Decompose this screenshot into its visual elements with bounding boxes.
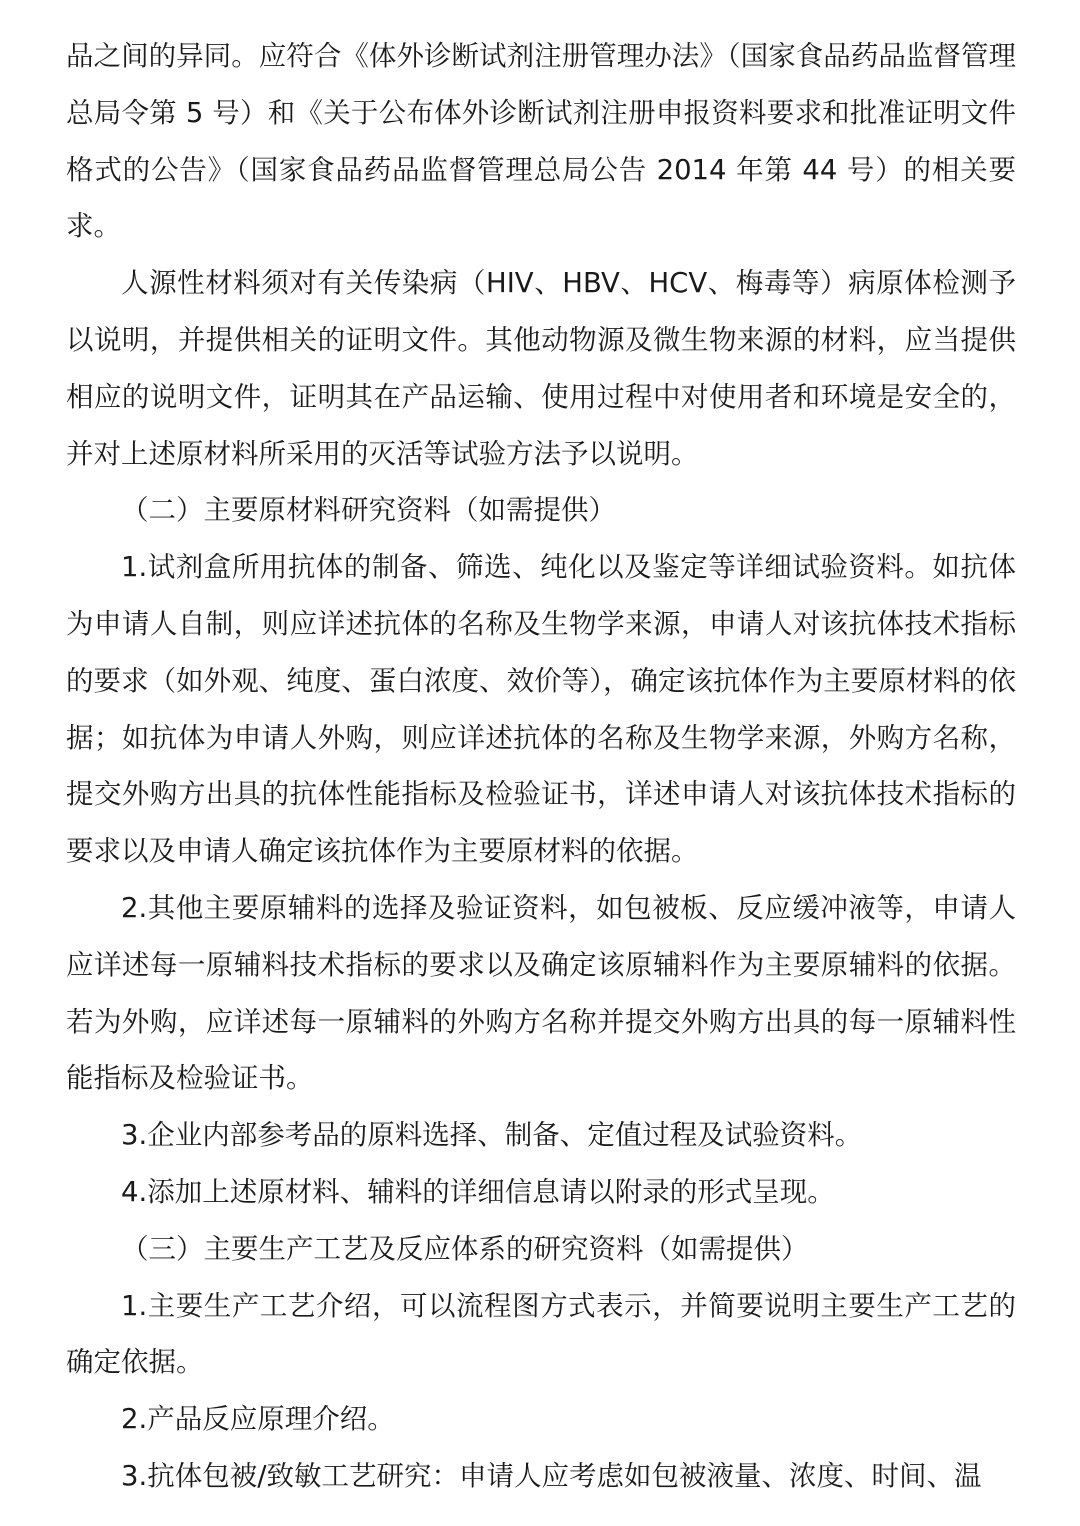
list-item-reference-material: 3.企业内部参考品的原料选择、制备、定值过程及试验资料。 — [121, 1119, 863, 1152]
list-item-process-intro: 1.主要生产工艺介绍，可以流程图方式表示，并简要说明主要生产工艺的确定依据。 — [66, 1289, 1016, 1379]
section-heading-production-process: （三）主要生产工艺及反应体系的研究资料（如需提供） — [121, 1232, 809, 1265]
list-item-coating-process: 3.抗体包被/致敏工艺研究：申请人应考虑如包被液量、浓度、时间、温 — [121, 1459, 982, 1492]
list-item-appendix: 4.添加上述原材料、辅料的详细信息请以附录的形式呈现。 — [121, 1175, 835, 1208]
list-item-reaction-principle: 2.产品反应原理介绍。 — [121, 1403, 395, 1436]
section-heading-main-materials: （二）主要原材料研究资料（如需提供） — [121, 494, 616, 527]
list-item-antibody: 1.试剂盒所用抗体的制备、筛选、纯化以及鉴定等详细试验资料。如抗体为申请人自制，则应详述抗体的名称及生物学来源，申请人对该抗体技术指标的要求（如外观、纯度、蛋白浓度、效价等），确定该抗体作为主要原材料的依据；如抗体为申请人外购，则应详述抗体的名称及生物学来源，外购方名称，提交外购方出具的抗体性能指标及检验证书，详述申请人对该抗体技术指标的要求以及申请人确定该抗体作为主要原材料的依据。 — [66, 551, 1016, 868]
paragraph-continuation: 品之间的异同。应符合《体外诊断试剂注册管理办法》（国家食品药品监督管理总局令第 5 号）和《关于公布体外诊断试剂注册申报资料要求和批准证明文件格式的公告》（国家食品药品监督管理总局公告 2014 年第 44 号）的相关要求。 — [66, 40, 1016, 243]
list-item-other-materials: 2.其他主要原辅料的选择及验证资料，如包被板、反应缓冲液等，申请人应详述每一原辅料技术指标的要求以及确定该原辅料作为主要原辅料的依据。若为外购，应详述每一原辅料的外购方名称并提交外购方出具的每一原辅料性能指标及检验证书。 — [66, 891, 1016, 1095]
paragraph-human-source-materials: 人源性材料须对有关传染病（HIV、HBV、HCV、梅毒等）病原体检测予以说明，并提供相关的证明文件。其他动物源及微生物来源的材料，应当提供相应的说明文件，证明其在产品运输、使用过程中对使用者和环境是安全的，并对上述原材料所采用的灭活等试验方法予以说明。 — [66, 267, 1016, 470]
document-page — [66, 28, 1016, 1505]
